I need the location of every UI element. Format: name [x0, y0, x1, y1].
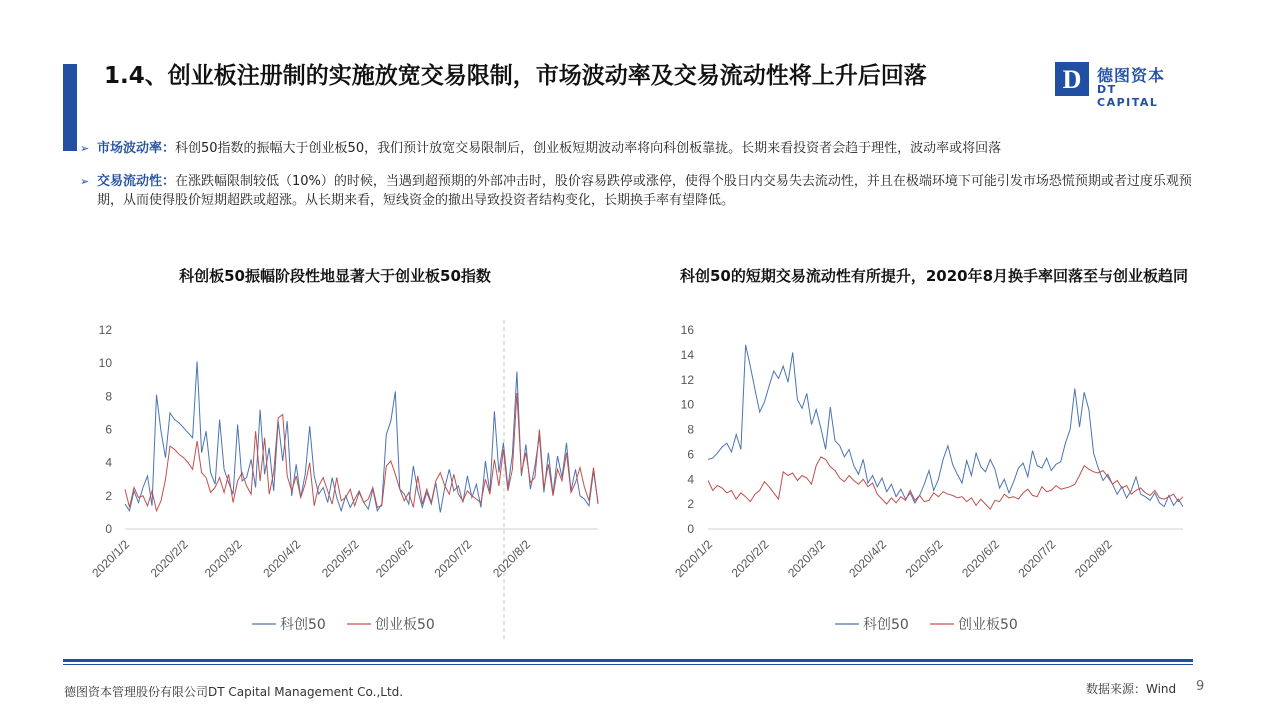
y-tick-label: 4 [687, 472, 694, 487]
legend-label: 创业板50 [958, 617, 1018, 633]
logo-cn-text: 德图资本 [1097, 66, 1166, 85]
x-tick-label: 2020/7/2 [1015, 537, 1059, 581]
x-tick-label: 2020/4/2 [846, 537, 890, 581]
bullet-key: 交易流动性： [97, 174, 176, 189]
page-number: 9 [1196, 679, 1205, 694]
y-tick-label: 0 [687, 522, 694, 536]
series-line-kc50 [125, 362, 598, 513]
x-tick-label: 2020/1/2 [89, 537, 133, 581]
y-tick-label: 6 [105, 422, 112, 437]
y-tick-label: 12 [680, 372, 694, 387]
x-tick-label: 2020/5/2 [318, 537, 362, 581]
y-tick-label: 0 [105, 522, 112, 536]
series-line-cyb50 [708, 457, 1183, 509]
arrow-bullet-icon: ➢ [80, 142, 90, 155]
chart-1-title: 科创板50振幅阶段性地显著大于创业板50指数 [179, 267, 491, 285]
x-tick-label: 2020/2/2 [728, 537, 772, 581]
footer-source: 数据来源：Wind [1086, 682, 1177, 696]
x-tick-label: 2020/5/2 [902, 537, 946, 581]
footer-company: 德图资本管理股份有限公司DT Capital Management Co.,Ltd. [64, 685, 404, 699]
y-tick-label: 8 [687, 422, 694, 437]
logo-en-text: DT CAPITAL [1097, 83, 1159, 109]
x-tick-label: 2020/8/2 [490, 537, 534, 581]
y-tick-label: 6 [687, 447, 694, 462]
y-tick-label: 12 [98, 323, 112, 337]
logo-mark-letter: D [1062, 65, 1082, 94]
footer-rule [63, 659, 1193, 662]
x-tick-label: 2020/6/2 [959, 537, 1003, 581]
bullet-text: 在涨跌幅限制较低（10%）的时候，当遇到超预期的外部冲击时，股价容易跌停或涨停，使得个股日内交易失去流动性，并且在极端环境下可能引发市场恐慌预期或者过度乐观预期，从而使得股价短期超跌或超涨。从长期来看，短线资金的撤出导致投资者结构变化，长期换手率有望降低。 [97, 174, 1192, 208]
y-tick-label: 10 [98, 356, 112, 371]
page-title: 1.4、创业板注册制的实施放宽交易限制，市场波动率及交易流动性将上升后回落 [104, 63, 927, 89]
y-tick-label: 2 [687, 497, 694, 512]
x-tick-label: 2020/2/2 [147, 537, 191, 581]
x-tick-label: 2020/1/2 [672, 537, 716, 581]
legend-label: 科创50 [280, 617, 326, 633]
legend-label: 科创50 [863, 617, 909, 633]
chart-2-title: 科创50的短期交易流动性有所提升，2020年8月换手率回落至与创业板趋同 [679, 267, 1189, 285]
x-tick-label: 2020/8/2 [1071, 537, 1115, 581]
legend-label: 创业板50 [375, 617, 435, 633]
x-tick-label: 2020/7/2 [431, 537, 475, 581]
y-tick-label: 4 [105, 455, 112, 470]
y-tick-label: 14 [680, 347, 694, 362]
y-tick-label: 8 [105, 389, 112, 404]
bullet-key: 市场波动率： [97, 141, 176, 156]
arrow-bullet-icon: ➢ [80, 175, 90, 188]
x-tick-label: 2020/6/2 [372, 537, 416, 581]
y-tick-label: 2 [105, 488, 112, 503]
bullet-text: 科创50指数的振幅大于创业板50，我们预计放宽交易限制后，创业板短期波动率将向科创板靠拢。长期来看投资者会趋于理性，波动率或将回落 [175, 141, 1002, 156]
x-tick-label: 2020/3/2 [201, 537, 245, 581]
x-tick-label: 2020/4/2 [260, 537, 304, 581]
y-tick-label: 10 [680, 397, 694, 412]
x-tick-label: 2020/3/2 [785, 537, 828, 581]
y-tick-label: 16 [680, 323, 694, 337]
footer-rule-thin [63, 664, 1193, 665]
